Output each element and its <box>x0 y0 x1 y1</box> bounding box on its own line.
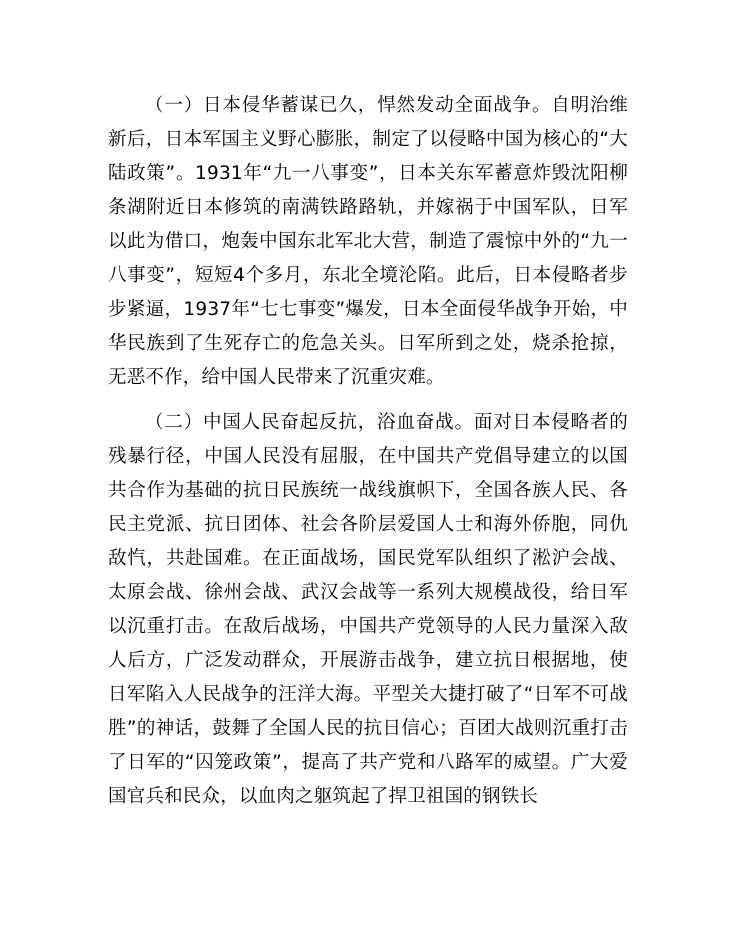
document-page <box>108 89 628 814</box>
paragraph-japanese-invasion: （一）日本侵华蓄谋已久，悍然发动全面战争。自明治维新后，日本军国主义野心膨胀，制定了以侵略中国为核心的“大陆政策”。1931年“九一八事变”，日本关东军蓄意炸毁沈阳柳条湖附近日本修筑的南满铁路路轨，并嫁祸于中国军队，日军以此为借口，炮轰中国东北军北大营，制造了震惊中外的“九一八事变”，短短4个多月，东北全境沦陷。此后，日本侵略者步步紧逼，1937年“七七事变”爆发，日本全面侵华战争开始，中华民族到了生死存亡的危急关头。日军所到之处，烧杀抢掠，无恶不作，给中国人民带来了沉重灾难。 <box>108 95 628 388</box>
paragraph-chinese-resistance: （二）中国人民奋起反抗，浴血奋战。面对日本侵略者的残暴行径，中国人民没有屈服，在中国共产党倡导建立的以国共合作为基础的抗日民族统一战线旗帜下，全国各族人民、各民主党派、抗日团体、社会各阶层爱国人士和海外侨胞，同仇敌忾，共赴国难。在正面战场，国民党军队组织了淞沪会战、太原会战、徐州会战、武汉会战等一系列大规模战役，给日军以沉重打击。在敌后战场，中国共产党领导的人民力量深入敌人后方，广泛发动群众，开展游击战争，建立抗日根据地，使日军陷入人民战争的汪洋大海。平型关大捷打破了“日军不可战胜”的神话，鼓舞了全国人民的抗日信心；百团大战则沉重打击了日军的“囚笼政策”，提高了共产党和八路军的威望。广大爱国官兵和民众，以血肉之躯筑起了捍卫祖国的钢铁长 <box>108 412 628 807</box>
